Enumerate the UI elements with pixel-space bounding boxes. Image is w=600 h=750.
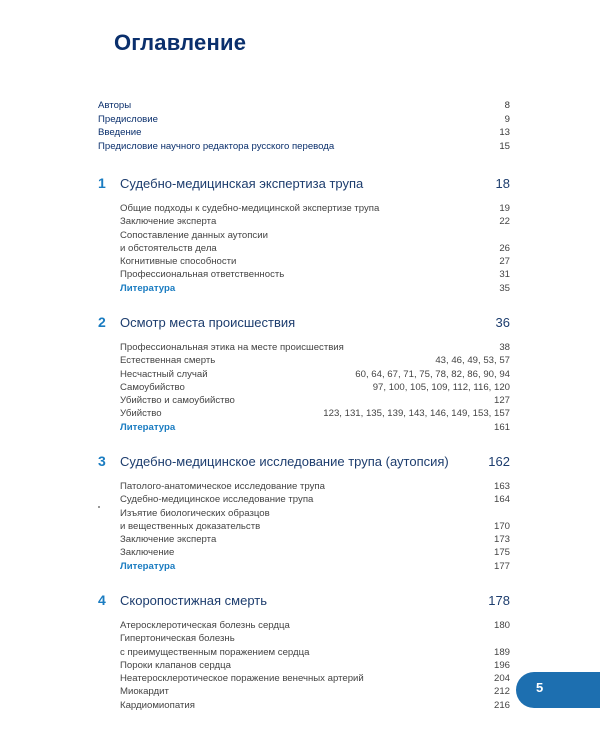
front-matter-page: 9 xyxy=(504,113,510,125)
page-number-tab xyxy=(516,672,600,708)
entry-page: 177 xyxy=(493,560,510,572)
front-matter-list xyxy=(98,100,510,154)
entry-label: Общие подходы к судебно-медицинской экспертизе трупа xyxy=(120,203,380,214)
toc-entry[interactable] xyxy=(120,620,510,633)
entry-label: Заключение xyxy=(120,547,175,559)
entry-label: Самоубийство xyxy=(120,381,185,393)
entry-page: 123, 131, 135, 139, 143, 146, 149, 153, 157 xyxy=(323,408,510,420)
front-matter-page: 8 xyxy=(504,100,510,111)
toc-entry[interactable] xyxy=(120,494,510,507)
front-matter-item[interactable] xyxy=(98,114,510,128)
chapter-number: 1 xyxy=(98,175,106,191)
literature-entry[interactable] xyxy=(120,422,510,435)
front-matter-page: 15 xyxy=(499,140,510,152)
toc-entry[interactable] xyxy=(120,521,510,534)
entry-label: Литература xyxy=(120,560,176,572)
toc-entry[interactable] xyxy=(120,673,510,686)
entry-label: Изъятие биологических образцов xyxy=(120,507,270,519)
front-matter-label: Предисловие научного редактора русского перевода xyxy=(98,140,335,152)
chapter-number: 3 xyxy=(98,453,106,469)
entry-page: 43, 46, 49, 53, 57 xyxy=(435,355,510,367)
entry-page: 35 xyxy=(499,282,510,294)
chapter-title: Судебно-медицинская экспертиза трупа xyxy=(120,176,364,191)
front-matter-item[interactable] xyxy=(98,100,510,114)
entry-label: и обстоятельств дела xyxy=(120,242,217,254)
entry-label: и вещественных доказательств xyxy=(120,520,261,532)
entry-page: 164 xyxy=(493,494,510,506)
front-matter-item[interactable] xyxy=(98,141,510,155)
entry-label: с преимущественным поражением сердца xyxy=(120,646,310,658)
entry-page: 163 xyxy=(493,481,510,492)
toc-entry[interactable] xyxy=(120,230,510,243)
front-matter-label: Введение xyxy=(98,127,142,139)
entry-label: Заключение эксперта xyxy=(120,216,217,228)
chapter-page: 36 xyxy=(495,315,510,330)
chapter-2 xyxy=(98,314,510,435)
entry-page: 175 xyxy=(493,547,510,559)
front-matter-label: Авторы xyxy=(98,100,132,111)
entry-page: 26 xyxy=(499,242,510,254)
front-matter-label: Предисловие xyxy=(98,113,158,125)
entry-label: Заключение эксперта xyxy=(120,534,217,546)
toc-entry[interactable] xyxy=(120,355,510,368)
toc-entry[interactable] xyxy=(120,481,510,494)
entry-page: 212 xyxy=(493,686,510,698)
page-title: Оглавление xyxy=(114,30,247,55)
toc-entry[interactable] xyxy=(120,534,510,547)
chapter-page: 178 xyxy=(488,593,510,608)
toc-entry[interactable] xyxy=(120,395,510,408)
entry-label: Литература xyxy=(120,421,176,433)
entry-page: 38 xyxy=(499,342,510,353)
entry-page: 127 xyxy=(493,395,510,407)
literature-entry[interactable] xyxy=(120,561,510,574)
chapter-heading[interactable] xyxy=(98,175,510,197)
toc-entry[interactable] xyxy=(120,660,510,673)
chapter-1 xyxy=(98,175,510,296)
entry-label: Судебно-медицинское исследование трупа xyxy=(120,494,314,506)
entry-label: Несчастный случай xyxy=(120,368,208,380)
chapter-number: 2 xyxy=(98,314,106,330)
chapter-heading[interactable] xyxy=(98,453,510,475)
entry-page: 189 xyxy=(493,646,510,658)
chapter-4 xyxy=(98,592,510,713)
chapter-page: 162 xyxy=(488,454,510,469)
chapter-heading[interactable] xyxy=(98,592,510,614)
entry-page: 22 xyxy=(499,216,510,228)
chapter-title: Судебно-медицинское исследование трупа (аутопсия) xyxy=(120,454,449,469)
entry-label: Сопоставление данных аутопсии xyxy=(120,229,268,241)
chapter-page: 18 xyxy=(495,176,510,191)
entry-label: Когнитивные способности xyxy=(120,256,237,268)
toc-entry[interactable] xyxy=(120,633,510,646)
entry-label: Профессиональная ответственность xyxy=(120,269,285,281)
page-number: 5 xyxy=(536,680,544,695)
toc-entry[interactable] xyxy=(120,647,510,660)
chapter-title: Осмотр места происшествия xyxy=(120,315,296,330)
front-matter-page: 13 xyxy=(499,127,510,139)
chapter-heading[interactable] xyxy=(98,314,510,336)
entry-page: 27 xyxy=(499,256,510,268)
entry-label: Естественная смерть xyxy=(120,355,216,367)
entry-page: 19 xyxy=(499,203,510,214)
entry-label: Кардиомиопатия xyxy=(120,699,195,711)
toc-entry[interactable] xyxy=(120,203,510,216)
toc-entry[interactable] xyxy=(120,508,510,521)
entry-page: 170 xyxy=(493,520,510,532)
front-matter-item[interactable] xyxy=(98,127,510,141)
entry-page: 60, 64, 67, 71, 75, 78, 82, 86, 90, 94 xyxy=(355,368,510,380)
entry-label: Миокардит xyxy=(120,686,169,698)
entry-page: 173 xyxy=(493,534,510,546)
entry-label: Пороки клапанов сердца xyxy=(120,659,231,671)
entry-page: 204 xyxy=(493,673,510,685)
entry-label: Убийство и самоубийство xyxy=(120,395,235,407)
literature-entry[interactable] xyxy=(120,283,510,296)
toc-entry[interactable] xyxy=(120,700,510,713)
toc-entry[interactable] xyxy=(120,382,510,395)
entry-page: 196 xyxy=(493,659,510,671)
entry-page: 180 xyxy=(493,620,510,631)
entry-label: Патолого-анатомическое исследование трупа xyxy=(120,481,325,492)
chapter-3 xyxy=(98,453,510,574)
toc-entry[interactable] xyxy=(120,342,510,355)
toc-entry[interactable] xyxy=(120,256,510,269)
toc-entry[interactable] xyxy=(120,369,510,382)
entry-label: Неатеросклеротическое поражение венечных артерий xyxy=(120,673,364,685)
toc-entry[interactable] xyxy=(120,547,510,560)
chapter-number: 4 xyxy=(98,592,106,608)
toc-entry[interactable] xyxy=(120,686,510,699)
entry-page: 216 xyxy=(493,699,510,711)
chapter-title: Скоропостижная смерть xyxy=(120,593,267,608)
entry-page: 31 xyxy=(499,269,510,281)
entry-page: 161 xyxy=(493,421,510,433)
entry-label: Гипертоническая болезнь xyxy=(120,633,235,645)
entry-label: Литература xyxy=(120,282,176,294)
toc-entry[interactable] xyxy=(120,216,510,229)
toc-entry[interactable] xyxy=(120,408,510,421)
entry-page: 97, 100, 105, 109, 112, 116, 120 xyxy=(372,381,510,393)
entry-label: Профессиональная этика на месте происшествия xyxy=(120,342,344,353)
toc-entry[interactable] xyxy=(120,269,510,282)
entry-label: Убийство xyxy=(120,408,162,420)
entry-label: Атеросклеротическая болезнь сердца xyxy=(120,620,290,631)
toc-entry[interactable] xyxy=(120,243,510,256)
